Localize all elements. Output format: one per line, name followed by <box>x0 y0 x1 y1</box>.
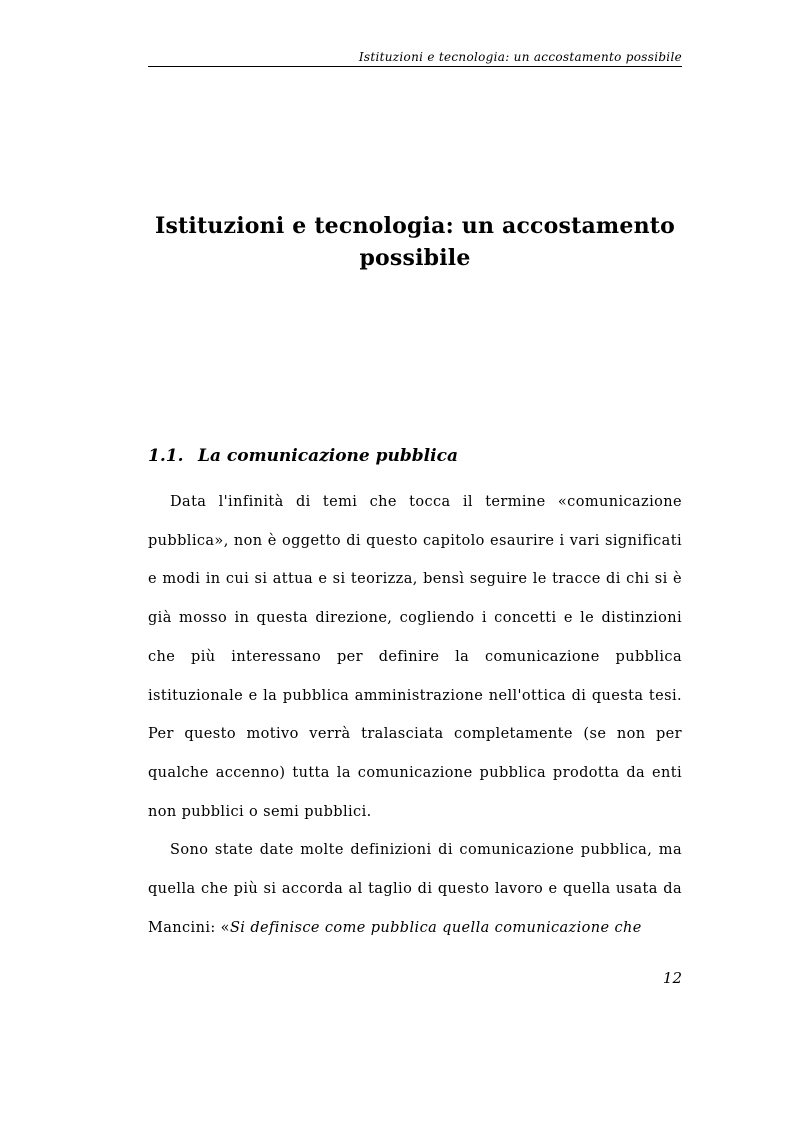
chapter-title-line-1: Istituzioni e tecnologia: un accostamento <box>154 213 676 239</box>
section-number: 1.1. <box>148 446 184 466</box>
paragraph-2 <box>148 831 682 947</box>
chapter-title <box>148 210 682 274</box>
paragraph-2-quote: Si definisce come pubblica quella comunicazione che <box>229 919 642 936</box>
running-head: Istituzioni e tecnologia: un accostamento possibile <box>148 50 682 67</box>
section-heading <box>148 446 682 466</box>
body-text <box>148 483 682 947</box>
paragraph-1: Data l'infinità di temi che tocca il termine «comunicazione pubblica», non è oggetto di questo capitolo esaurire i vari significati e modi in cui si attua e si teorizza, bensì seguire le tracce di chi si è già mosso in questa direzione, cogliendo i concetti e le distinzioni che più interessano per definire la comunicazione pubblica istituzionale e la pubblica amministrazione nell'ottica di questa tesi. Per questo motivo verrà tralasciata completamente (se non per qualche accenno) tutta la comunicazione pubblica prodotta da enti non pubblici o semi pubblici. <box>148 494 682 820</box>
section-title: La comunicazione pubblica <box>198 446 458 466</box>
page-number: 12 <box>662 969 682 987</box>
paragraph-2-text: Sono state date molte definizioni di comunicazione pubblica, ma quella che più si accorda al taglio di questo lavoro e quella usata da Mancini: « <box>148 842 682 936</box>
chapter-title-line-2: possibile <box>359 245 471 271</box>
